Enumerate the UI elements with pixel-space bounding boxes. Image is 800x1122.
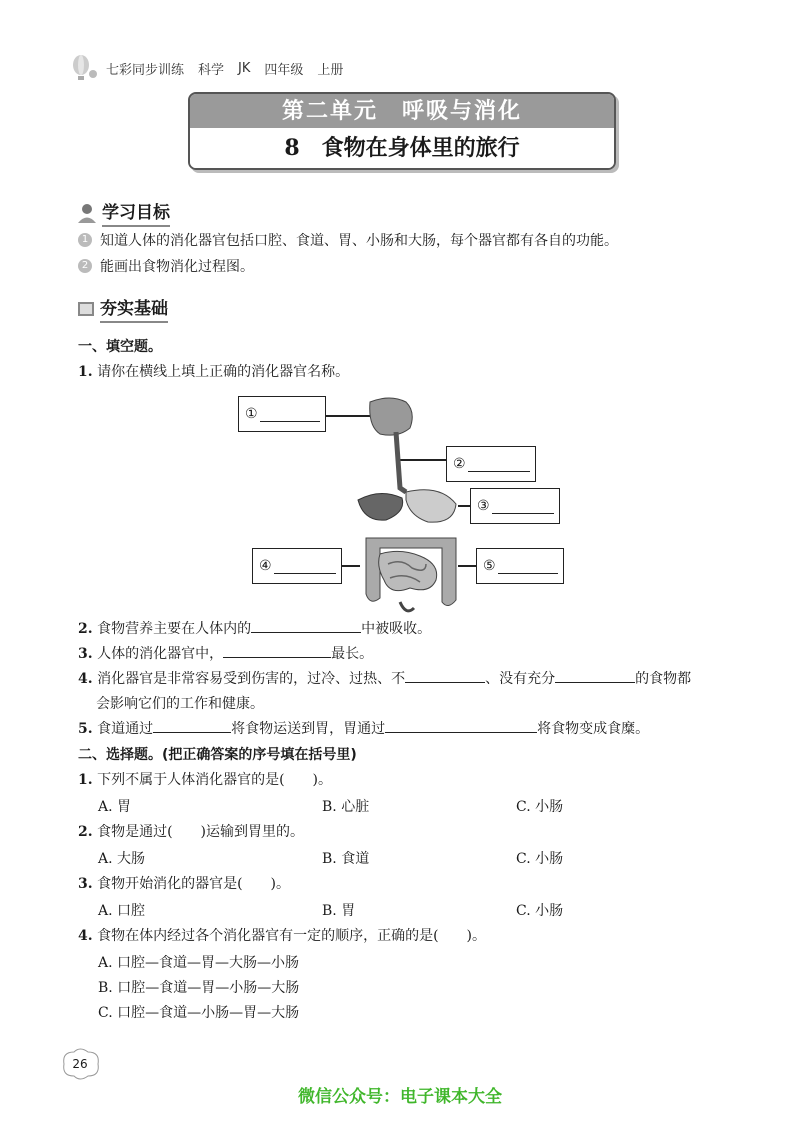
esophagus-shape <box>396 432 406 492</box>
option[interactable]: B. 口腔—食道—胃—小肠—大肠 <box>98 980 300 996</box>
question-4-line2: 会影响它们的工作和健康。 <box>96 696 264 712</box>
answer-blank[interactable] <box>251 618 361 633</box>
goals-heading: 学习目标 <box>76 198 170 227</box>
answer-blank[interactable] <box>492 499 554 514</box>
answer-blank[interactable] <box>498 559 558 574</box>
page-number: 26 <box>72 1057 88 1071</box>
diagram-label-4: ④ <box>252 548 342 584</box>
question-4: 4. 消化器官是非常容易受到伤害的，过冷、过热、不 、没有充分 的食物都 <box>78 668 691 688</box>
question-1: 1. 请你在横线上填上正确的消化器官名称。 <box>78 364 350 380</box>
student-icon <box>76 202 98 224</box>
option[interactable]: C. 小肠 <box>516 851 564 867</box>
answer-blank[interactable] <box>274 559 336 574</box>
basics-heading: 夯实基础 <box>76 294 168 323</box>
small-intestine-shape <box>379 551 437 590</box>
choice-question-1: 1. 下列不属于人体消化器官的是( )。 <box>78 772 333 788</box>
volume: 上册 <box>317 62 344 78</box>
answer-blank[interactable] <box>385 718 537 733</box>
option[interactable]: C. 小肠 <box>516 799 564 815</box>
edition: JK <box>238 60 251 76</box>
page-header <box>70 54 357 82</box>
grade: 四年级 <box>264 62 304 78</box>
answer-blank[interactable] <box>405 668 485 683</box>
question-3: 3. 人体的消化器官中， 最长。 <box>78 643 373 663</box>
part1-heading: 一、填空题。 <box>78 339 162 355</box>
answer-blank[interactable] <box>153 718 231 733</box>
subject: 科学 <box>198 62 225 78</box>
option[interactable]: A. 口腔 <box>98 903 146 919</box>
option[interactable]: A. 大肠 <box>98 851 146 867</box>
answer-blank[interactable] <box>468 457 530 472</box>
option[interactable]: B. 胃 <box>322 903 356 919</box>
option[interactable]: A. 胃 <box>98 799 132 815</box>
option[interactable]: B. 心脏 <box>322 799 370 815</box>
option[interactable]: C. 小肠 <box>516 903 564 919</box>
liver-shape <box>358 493 403 520</box>
part2-heading: 二、选择题。(把正确答案的序号填在括号里) <box>78 747 357 763</box>
answer-blank[interactable] <box>555 668 635 683</box>
stomach-shape <box>406 490 456 522</box>
title-box <box>188 92 616 170</box>
diagram-label-5: ⑤ <box>476 548 564 584</box>
goal-item: 2 能画出食物消化过程图。 <box>78 256 254 276</box>
option[interactable]: B. 食道 <box>322 851 370 867</box>
goal-number: 2 <box>78 259 92 273</box>
choice-question-2: 2. 食物是通过( )运输到胃里的。 <box>78 824 305 840</box>
question-2: 2. 食物营养主要在人体内的 中被吸收。 <box>78 618 431 638</box>
book-icon <box>76 299 96 319</box>
unit-title: 第二单元 呼吸与消化 <box>190 94 614 128</box>
answer-blank[interactable] <box>260 407 320 422</box>
mouth-shape <box>370 398 413 435</box>
diagram-label-3: ③ <box>470 488 560 524</box>
balloon-logo-icon <box>70 54 98 82</box>
footer-watermark: 微信公众号：电子课本大全 <box>298 1087 502 1107</box>
rectum-shape <box>400 602 414 611</box>
answer-blank[interactable] <box>223 643 331 658</box>
choice-question-3: 3. 食物开始消化的器官是( )。 <box>78 876 291 892</box>
series-name: 七彩同步训练 <box>106 62 185 78</box>
goal-number: 1 <box>78 233 92 247</box>
option[interactable]: A. 口腔—食道—胃—大肠—小肠 <box>98 955 300 971</box>
lesson-title: 8 食物在身体里的旅行 <box>190 128 614 168</box>
diagram-label-1: ① <box>238 396 326 432</box>
goal-item: 1 知道人体的消化器官包括口腔、食道、胃、小肠和大肠，每个器官都有各自的功能。 <box>78 230 618 250</box>
question-5: 5. 食道通过 将食物运送到胃，胃通过 将食物变成食糜。 <box>78 718 649 738</box>
choice-question-4: 4. 食物在体内经过各个消化器官有一定的顺序，正确的是( )。 <box>78 928 487 944</box>
diagram-label-2: ② <box>446 446 536 482</box>
option[interactable]: C. 口腔—食道—小肠—胃—大肠 <box>98 1005 300 1021</box>
